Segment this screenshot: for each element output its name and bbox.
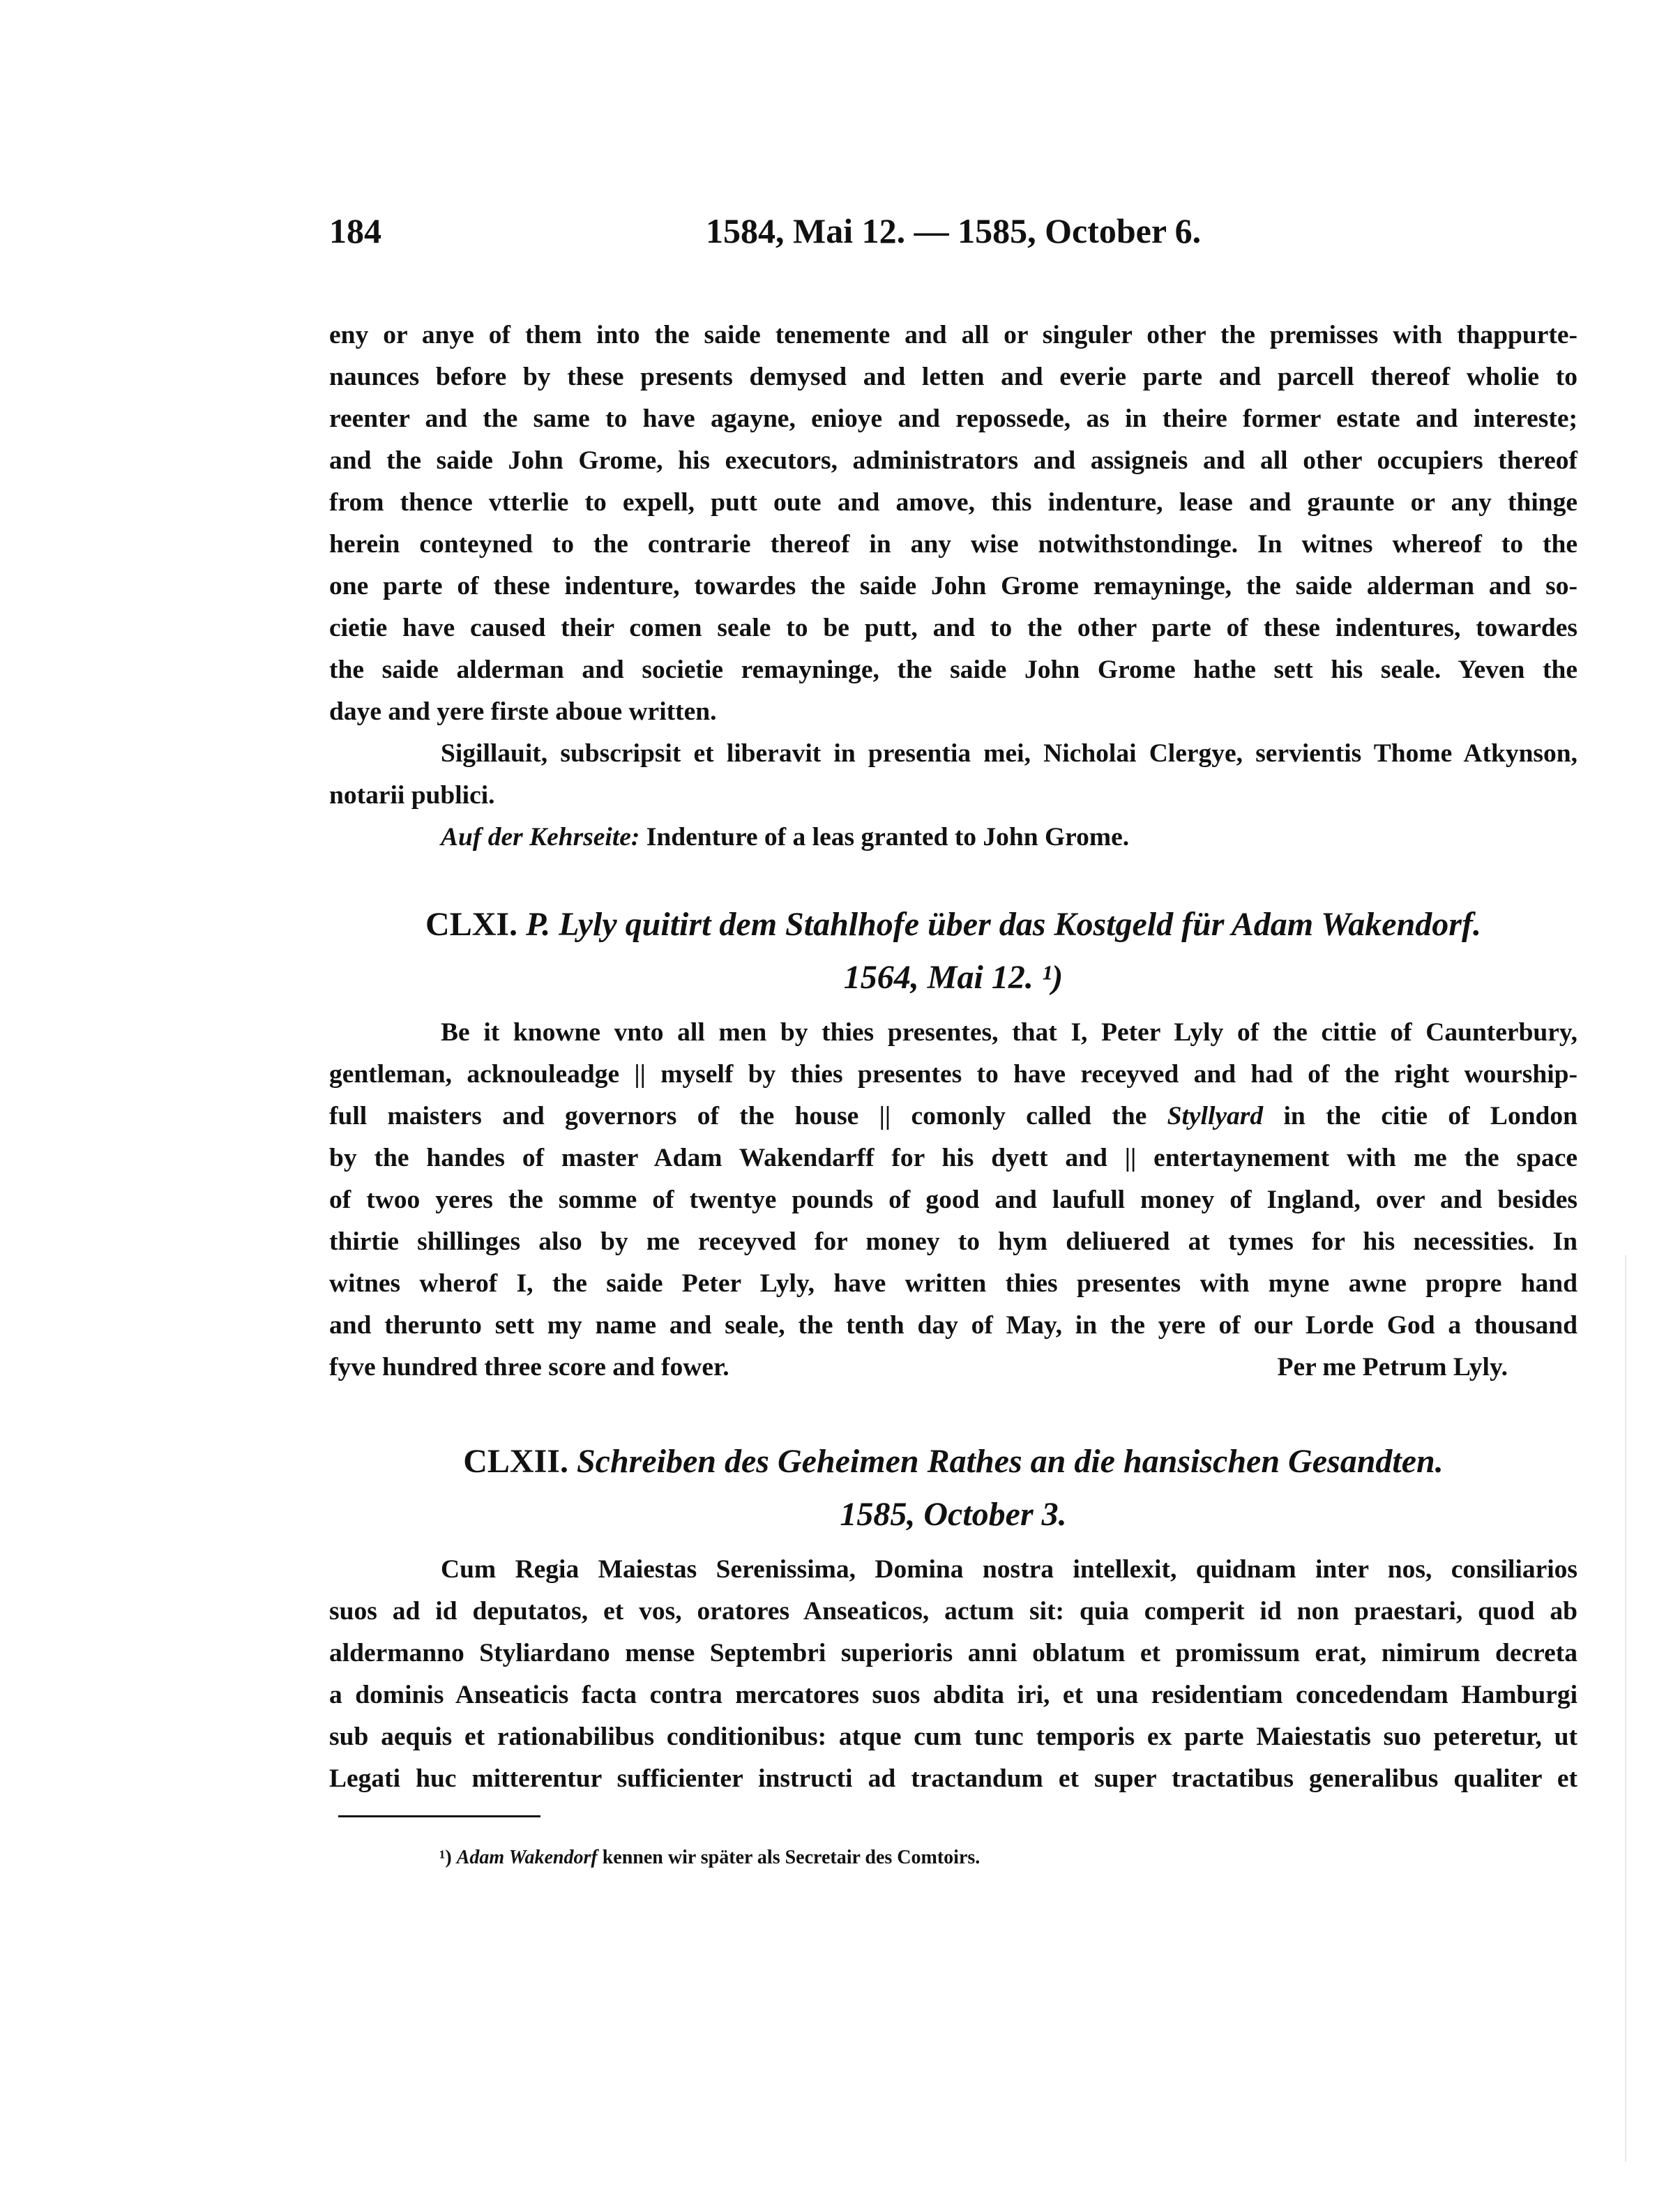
text-line: from thence vtterlie to expell, putt oute and amove, this indenture, lease and graunte or any thinge bbox=[329, 488, 1577, 517]
text-line: thirtie shillinges also by me receyved for money to hym deliuered at tymes for his necessities. In bbox=[329, 1227, 1577, 1256]
text-line: and therunto sett my name and seale, the tenth day of May, in the yere of our Lorde God a thousand bbox=[329, 1311, 1577, 1340]
text-line: reenter and the same to have agayne, enioye and repossede, as in theire former estate and intereste; bbox=[329, 404, 1577, 433]
text-fragment: full maisters and governors of the house || comonly called the bbox=[329, 1102, 1147, 1130]
text-line: Legati huc mitterentur sufficienter instructi ad tractandum et super tractatibus generalibus qualiter et bbox=[329, 1764, 1577, 1793]
text-line: one parte of these indenture, towardes the saide John Grome remayninge, the saide alderman and so- bbox=[329, 572, 1577, 600]
text-line: eny or anye of them into the saide tenemente and all or singuler other the premisses with thappurte- bbox=[329, 321, 1577, 349]
text-fragment: fyve hundred three score and fower. bbox=[329, 1353, 729, 1382]
scan-edge-line bbox=[1625, 1255, 1626, 2162]
text-line: aldermanno Styliardano mense Septembri superioris anni oblatum et promissum erat, nimirum decreta bbox=[329, 1639, 1577, 1667]
text-line: naunces before by these presents demysed and letten and everie parte and parcell thereof wholie to bbox=[329, 363, 1577, 391]
sigil-line: Sigillauit, subscripsit et liberavit in presentia mei, Nicholai Clergye, servientis Thome Atkynson, bbox=[441, 739, 1577, 768]
document-number: CLXI. bbox=[425, 906, 518, 943]
endorsement-label: Auf der Kehrseite: bbox=[441, 823, 640, 852]
running-head bbox=[329, 211, 1222, 266]
text-line: herein conteyned to the contrarie thereof in any wise notwithstondinge. In witnes whereof to the bbox=[329, 530, 1577, 559]
document-number: CLXII. bbox=[463, 1443, 568, 1480]
sigil-line: notarii publici. bbox=[329, 781, 495, 810]
footnote-mark: ¹) bbox=[439, 1847, 452, 1868]
text-line: suos ad id deputatos, et vos, oratores Anseaticos, actum sit: quia comperit id non praestari, quod ab bbox=[329, 1597, 1577, 1626]
text-line bbox=[329, 1096, 1577, 1137]
text-line: cietie have caused their comen seale to be putt, and to the other parte of these indentures, towardes bbox=[329, 614, 1577, 642]
document-heading-clxi bbox=[329, 898, 1577, 1004]
endorsement bbox=[329, 817, 1577, 858]
text-line: and the saide John Grome, his executors, administrators and assigneis and all other occupiers thereof bbox=[329, 446, 1577, 475]
text-line: daye and yere firste aboue written. bbox=[329, 697, 717, 726]
document-body-clxii bbox=[329, 1549, 1577, 1800]
document-heading-clxii bbox=[329, 1435, 1577, 1541]
text-line: witnes wherof I, the saide Peter Lyly, have written thies presentes with myne awne propre hand bbox=[329, 1269, 1577, 1298]
footnote-divider bbox=[338, 1815, 540, 1817]
document-date: 1585, October 3. bbox=[840, 1496, 1067, 1533]
text-fragment: in the citie of London bbox=[1283, 1102, 1578, 1130]
text-line bbox=[329, 1347, 1577, 1388]
styllyard-term: Styllyard bbox=[1167, 1102, 1264, 1130]
footnote-text: kennen wir später als Secretair des Comtoirs. bbox=[602, 1847, 981, 1868]
text-line: Be it knowne vnto all men by thies presentes, that I, Peter Lyly of the cittie of Caunterbury, bbox=[441, 1018, 1577, 1047]
footnote bbox=[439, 1847, 980, 1869]
text-line: sub aequis et rationabilibus conditionibus: atque cum tunc temporis ex parte Maiestatis suo peteretur, ut bbox=[329, 1723, 1577, 1751]
document-title: P. Lyly quitirt dem Stahlhofe über das Kostgeld für Adam Wakendorf. bbox=[526, 906, 1481, 943]
running-title: 1584, Mai 12. — 1585, October 6. bbox=[706, 211, 1202, 250]
text-line: gentleman, acknouleadge || myself by thies presentes to have receyved and had of the right wourship- bbox=[329, 1060, 1577, 1089]
endorsement-text: Indenture of a leas granted to John Grome. bbox=[646, 823, 1130, 852]
text-line: a dominis Anseaticis facta contra mercatores suos abdita iri, et una residentiam concedendam Hamburgi bbox=[329, 1681, 1577, 1709]
signature: Per me Petrum Lyly. bbox=[1277, 1353, 1508, 1382]
text-line: of twoo yeres the somme of twentye pounds of good and laufull money of Ingland, over and besides bbox=[329, 1186, 1577, 1214]
text-line: the saide alderman and societie remayninge, the saide John Grome hathe sett his seale. Yeven the bbox=[329, 656, 1577, 684]
footnote-name: Adam Wakendorf bbox=[456, 1847, 598, 1868]
text-line: by the handes of master Adam Wakendarff for his dyett and || entertaynement with me the space bbox=[329, 1144, 1577, 1172]
document-title: Schreiben des Geheimen Rathes an die hansischen Gesandten. bbox=[576, 1443, 1444, 1480]
document-date: 1564, Mai 12. ¹) bbox=[843, 959, 1064, 996]
page-number: 184 bbox=[329, 211, 381, 250]
text-line: Cum Regia Maiestas Serenissima, Domina nostra intellexit, quidnam inter nos, consiliarios bbox=[441, 1555, 1577, 1584]
document-body-clxi bbox=[329, 1012, 1577, 1388]
document-continuation bbox=[329, 315, 1577, 858]
